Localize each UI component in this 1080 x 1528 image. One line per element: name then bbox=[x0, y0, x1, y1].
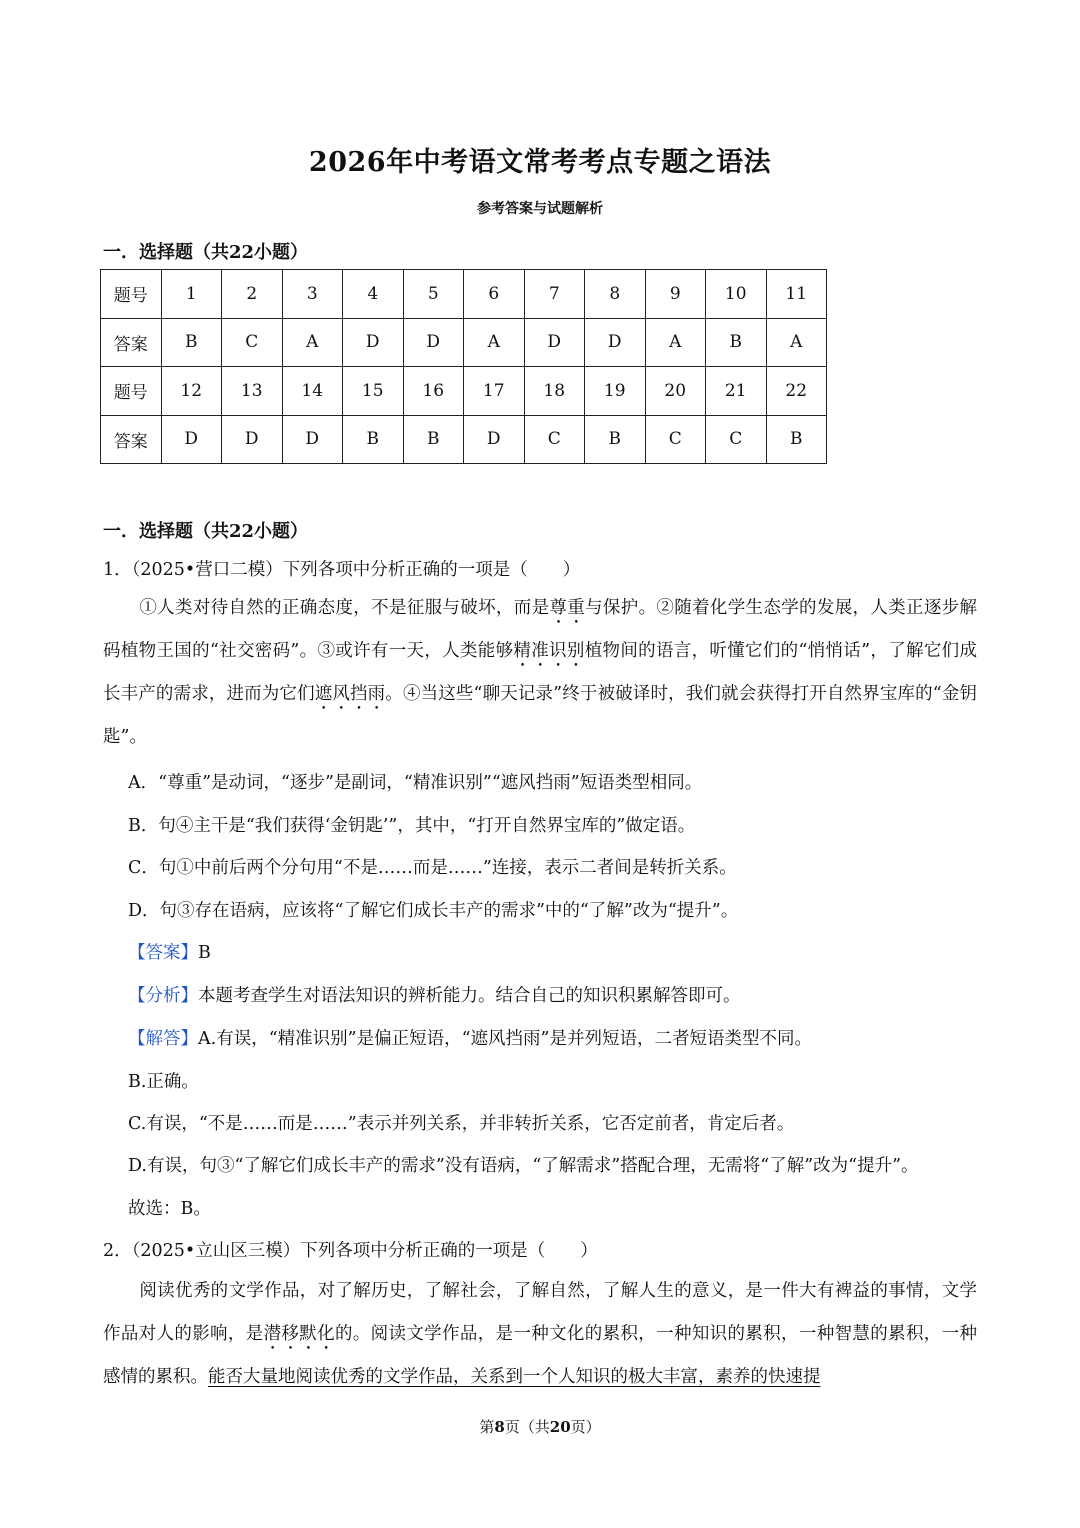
page-total: 20 bbox=[549, 1418, 571, 1436]
table-cell: 7 bbox=[524, 270, 585, 319]
page-number: 8 bbox=[494, 1418, 505, 1436]
question-2-passage bbox=[103, 1270, 977, 1399]
passage-text: 。④当这些“聊天记录”终于被破译时，我们就会获得打开自然界宝库的“金钥匙”。 bbox=[103, 684, 978, 747]
table-row bbox=[101, 367, 827, 416]
section-heading: 一．选择题（共22小题） bbox=[103, 521, 309, 542]
table-cell: 10 bbox=[706, 270, 767, 319]
table-cell: C bbox=[706, 415, 767, 464]
table-cell: D bbox=[343, 318, 404, 367]
option-b: B．句④主干是“我们获得‘金钥匙’”，其中，“打开自然界宝库的”做定语。 bbox=[128, 816, 696, 836]
option-d: D．句③存在语病，应该将“了解它们成长丰产的需求”中的“了解”改为“提升”。 bbox=[128, 901, 739, 921]
footer-text: 页（共 bbox=[504, 1418, 550, 1436]
conclusion: 故选：B。 bbox=[128, 1199, 211, 1219]
table-row bbox=[101, 270, 827, 319]
section-heading: 一．选择题（共22小题） bbox=[103, 242, 309, 263]
table-cell: 22 bbox=[766, 367, 827, 416]
solution-d: D.有误，句③“了解它们成长丰产的需求”没有语病，“了解需求”搭配合理，无需将“了解”改为“提升”。 bbox=[128, 1156, 919, 1176]
table-row bbox=[101, 318, 827, 367]
answer-value: B bbox=[198, 943, 211, 963]
table-cell: 18 bbox=[524, 367, 585, 416]
table-cell: 16 bbox=[403, 367, 464, 416]
table-cell: 答案 bbox=[101, 415, 162, 464]
question-1-stem: 1．（2025•营口二模）下列各项中分析正确的一项是（ ） bbox=[103, 560, 581, 580]
table-cell: A bbox=[282, 318, 343, 367]
table-cell: C bbox=[222, 318, 283, 367]
emphasized-text: 尊重 bbox=[549, 598, 586, 618]
solution-label: 【解答】 bbox=[128, 1029, 198, 1049]
table-row bbox=[101, 415, 827, 464]
table-cell: 6 bbox=[464, 270, 525, 319]
table-cell: 14 bbox=[282, 367, 343, 416]
table-cell: D bbox=[161, 415, 222, 464]
table-cell: A bbox=[645, 318, 706, 367]
footer-text: 页） bbox=[570, 1418, 601, 1436]
table-cell: B bbox=[343, 415, 404, 464]
table-cell: 12 bbox=[161, 367, 222, 416]
table-cell: 9 bbox=[645, 270, 706, 319]
table-cell: B bbox=[403, 415, 464, 464]
table-cell: 8 bbox=[585, 270, 646, 319]
solution-b: B.正确。 bbox=[128, 1072, 199, 1092]
solution-line bbox=[128, 1028, 977, 1050]
option-a: A．“尊重”是动词，“逐步”是副词，“精准识别”“遮风挡雨”短语类型相同。 bbox=[128, 773, 703, 793]
table-cell: 答案 bbox=[101, 318, 162, 367]
passage-text: 阅读优秀的文学作品，对了解历史，了解社会，了解自然，了解人生的意义，是一件大有裨益的事情，文学作品对人的影响，是 bbox=[103, 1281, 977, 1344]
table-cell: D bbox=[282, 415, 343, 464]
table-cell: 题号 bbox=[101, 270, 162, 319]
table-cell: B bbox=[585, 415, 646, 464]
table-cell: 17 bbox=[464, 367, 525, 416]
table-cell: 19 bbox=[585, 367, 646, 416]
emphasized-text: 潜移默化 bbox=[263, 1324, 335, 1344]
table-cell: B bbox=[706, 318, 767, 367]
table-cell: A bbox=[464, 318, 525, 367]
table-cell: 4 bbox=[343, 270, 404, 319]
analysis-text: 本题考查学生对语法知识的辨析能力。结合自己的知识积累解答即可。 bbox=[198, 986, 741, 1006]
table-cell: 13 bbox=[222, 367, 283, 416]
answer-table bbox=[100, 269, 827, 464]
underlined-text: 能否大量地阅读优秀的文学作品，关系到一个人知识的极大丰富，素养的快速提 bbox=[208, 1367, 821, 1387]
table-cell: C bbox=[645, 415, 706, 464]
question-1-passage bbox=[103, 587, 977, 759]
table-cell: C bbox=[524, 415, 585, 464]
passage-text: 植物间的语言，听懂它们的“悄悄话”，了解它们成长丰产的需求，进而为它们 bbox=[103, 641, 977, 704]
table-cell: D bbox=[464, 415, 525, 464]
page-footer bbox=[0, 1416, 1080, 1437]
analysis-line bbox=[128, 985, 977, 1007]
solution-text: A.有误，“精准识别”是偏正短语，“遮风挡雨”是并列短语，二者短语类型不同。 bbox=[198, 1029, 812, 1049]
table-cell: B bbox=[161, 318, 222, 367]
table-cell: 1 bbox=[161, 270, 222, 319]
emphasized-text: 精准识别 bbox=[513, 641, 585, 661]
question-2-stem: 2．（2025•立山区三模）下列各项中分析正确的一项是（ ） bbox=[103, 1241, 598, 1261]
table-cell: A bbox=[766, 318, 827, 367]
table-cell: 题号 bbox=[101, 367, 162, 416]
footer-text: 第 bbox=[479, 1418, 495, 1436]
table-cell: D bbox=[524, 318, 585, 367]
passage-text: ①人类对待自然的正确态度，不是征服与破坏，而是 bbox=[139, 598, 550, 618]
table-cell: D bbox=[403, 318, 464, 367]
answer-label: 【答案】 bbox=[128, 943, 198, 963]
analysis-label: 【分析】 bbox=[128, 986, 198, 1006]
passage-text: 的。阅读文学作品，是一种文化的累积，一种知识的累积，一种智慧的累积，一种感情的累积。 bbox=[103, 1324, 977, 1387]
table-cell: D bbox=[222, 415, 283, 464]
emphasized-text: 遮风挡雨 bbox=[314, 684, 386, 704]
table-cell: D bbox=[585, 318, 646, 367]
table-cell: 21 bbox=[706, 367, 767, 416]
table-cell: 2 bbox=[222, 270, 283, 319]
page-subtitle: 参考答案与试题解析 bbox=[477, 201, 603, 217]
table-cell: B bbox=[766, 415, 827, 464]
answer-line bbox=[128, 942, 977, 964]
solution-c: C.有误，“不是……而是……”表示并列关系，并非转折关系，它否定前者，肯定后者。 bbox=[128, 1114, 795, 1134]
page-title: 2026年中考语文常考考点专题之语法 bbox=[308, 147, 772, 178]
table-cell: 5 bbox=[403, 270, 464, 319]
passage-text: 与保护。②随着化学生态学的发展，人类正逐步解码植物王国的“社交密码”。③或许有一天，人类能够 bbox=[103, 598, 978, 661]
option-c: C．句①中前后两个分句用“不是……而是……”连接，表示二者间是转折关系。 bbox=[128, 858, 737, 878]
table-cell: 11 bbox=[766, 270, 827, 319]
table-cell: 20 bbox=[645, 367, 706, 416]
table-cell: 15 bbox=[343, 367, 404, 416]
table-cell: 3 bbox=[282, 270, 343, 319]
